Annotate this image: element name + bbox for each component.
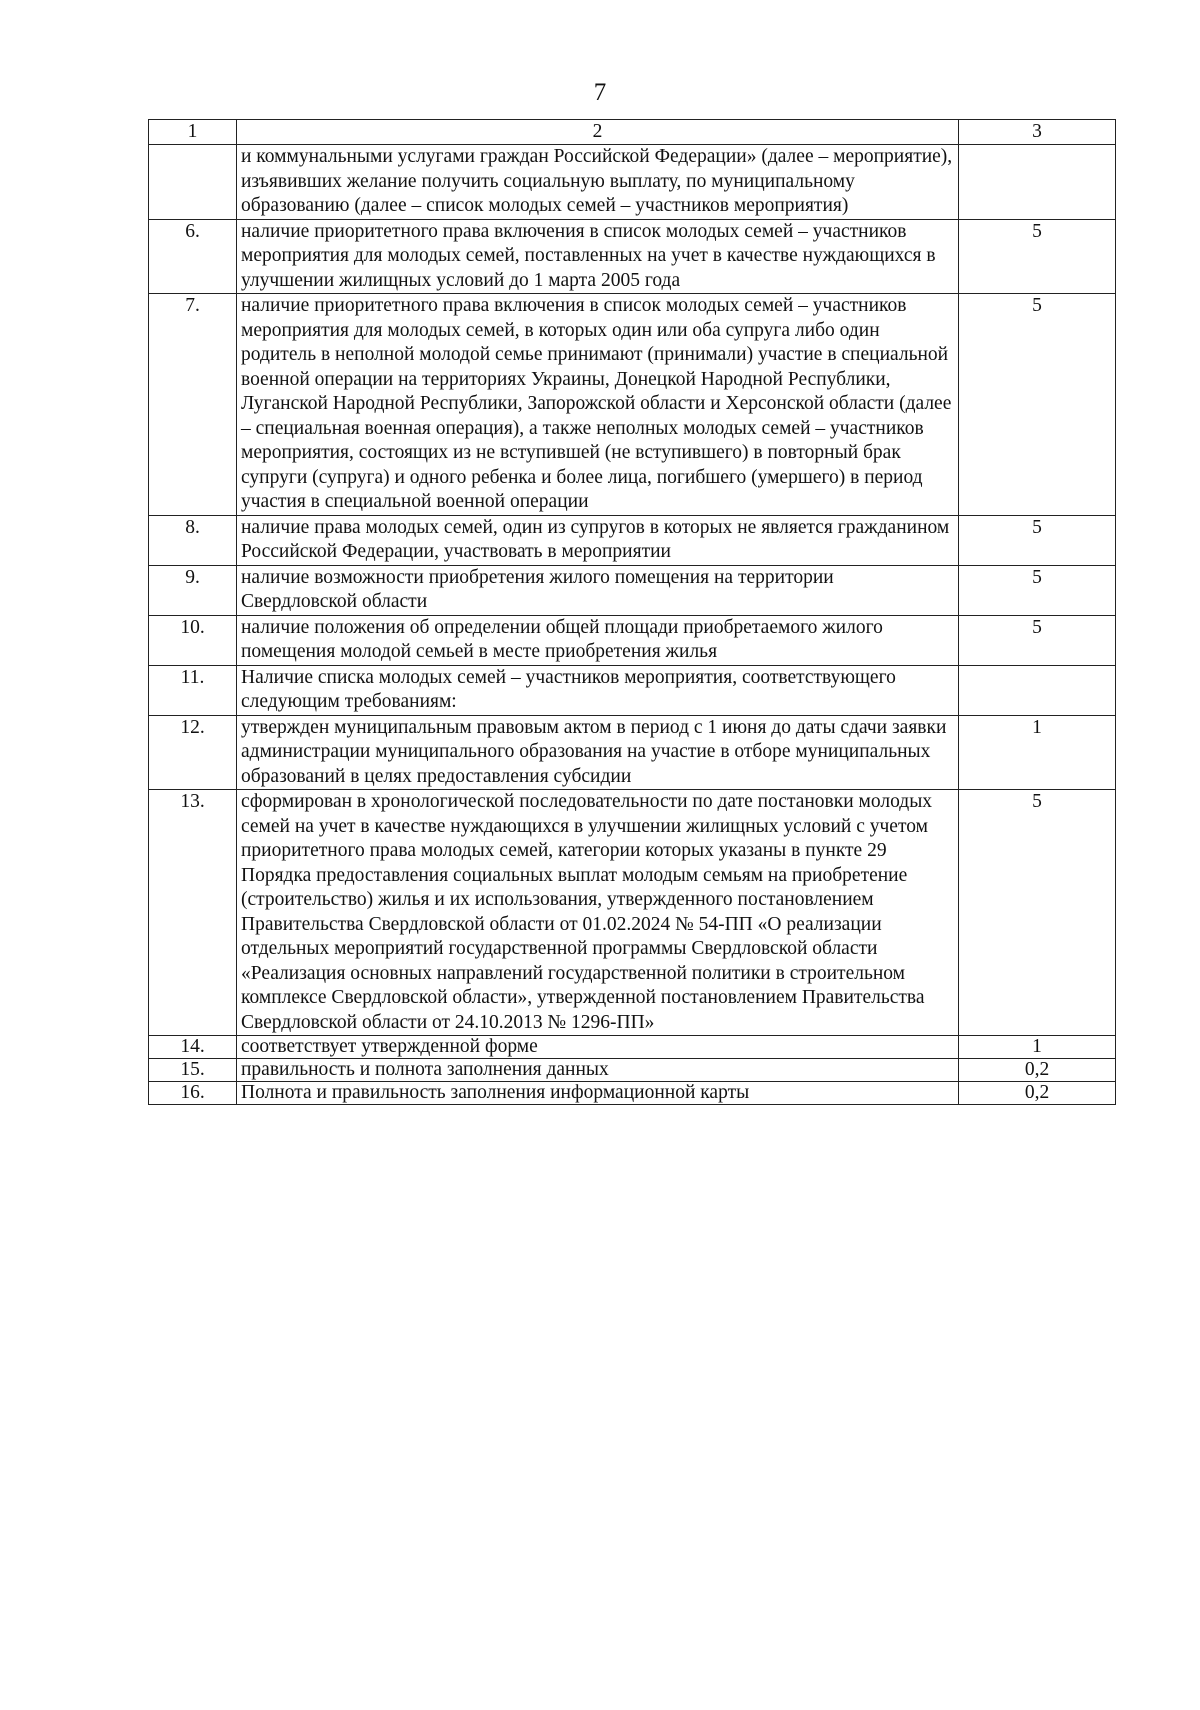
row-criterion: наличие права молодых семей, один из супругов в которых не является гражданином Российской Федерации, участвовать в мероприятии (237, 515, 959, 565)
table-row (149, 294, 1116, 516)
row-score: 0,2 (959, 1082, 1116, 1105)
row-number: 13. (149, 790, 237, 1036)
table-row (149, 715, 1116, 790)
row-criterion: соответствует утвержденной форме (237, 1036, 959, 1059)
table-row (149, 615, 1116, 665)
row-number: 7. (149, 294, 237, 516)
row-score: 5 (959, 515, 1116, 565)
row-criterion: утвержден муниципальным правовым актом в период с 1 июня до даты сдачи заявки администрации муниципального образования на участие в отборе муниципальных образований в целях предоставления субсидии (237, 715, 959, 790)
row-score: 1 (959, 1036, 1116, 1059)
row-number: 9. (149, 565, 237, 615)
row-score: 5 (959, 294, 1116, 516)
row-score (959, 665, 1116, 715)
table-row (149, 1082, 1116, 1105)
row-criterion: наличие приоритетного права включения в список молодых семей – участников мероприятия для молодых семей, поставленных на учет в качестве нуждающихся в улучшении жилищных условий до 1 марта 2005 года (237, 219, 959, 294)
row-number: 14. (149, 1036, 237, 1059)
table-header-row (149, 120, 1116, 145)
row-score: 0,2 (959, 1059, 1116, 1082)
row-number: 11. (149, 665, 237, 715)
row-criterion: Полнота и правильность заполнения информационной карты (237, 1082, 959, 1105)
row-criterion: Наличие списка молодых семей – участников мероприятия, соответствующего следующим требованиям: (237, 665, 959, 715)
table-row (149, 665, 1116, 715)
column-header-criterion: 2 (237, 120, 959, 145)
row-number: 8. (149, 515, 237, 565)
row-score: 5 (959, 219, 1116, 294)
row-number: 12. (149, 715, 237, 790)
table-row (149, 565, 1116, 615)
row-number: 15. (149, 1059, 237, 1082)
row-criterion: и коммунальными услугами граждан Российской Федерации» (далее – мероприятие), изъявивших желание получить социальную выплату, по муниципальному образованию (далее – список молодых семей – участников мероприятия) (237, 145, 959, 220)
row-number: 6. (149, 219, 237, 294)
table-row (149, 219, 1116, 294)
table-row (149, 515, 1116, 565)
page-number: 7 (593, 79, 607, 106)
row-criterion: наличие возможности приобретения жилого помещения на территории Свердловской области (237, 565, 959, 615)
row-criterion: наличие приоритетного права включения в список молодых семей – участников мероприятия для молодых семей, в которых один или оба супруга либо один родитель в неполной молодой семье принимают (принимали) участие в специальной военной операции на территориях Украины, Донецкой Народной Республики, Луганской Народной Республики, Запорожской области и Херсонской области (далее – специальная военная операция), а также неполных молодых семей – участников мероприятия, состоящих из не вступившей (не вступившего) в повторный брак супруги (супруга) и одного ребенка и более лица, погибшего (умершего) в период участия в специальной военной операции (237, 294, 959, 516)
row-score (959, 145, 1116, 220)
column-header-score: 3 (959, 120, 1116, 145)
row-score: 5 (959, 790, 1116, 1036)
row-score: 5 (959, 615, 1116, 665)
table-row (149, 1036, 1116, 1059)
row-criterion: сформирован в хронологической последовательности по дате постановки молодых семей на учет в качестве нуждающихся в улучшении жилищных условий с учетом приоритетного права молодых семей, категории которых указаны в пункте 29 Порядка предоставления социальных выплат молодым семьям на приобретение (строительство) жилья и их использования, утвержденного постановлением Правительства Свердловской области от 01.02.2024 № 54-ПП «О реализации отдельных мероприятий государственной программы Свердловской области «Реализация основных направлений государственной политики в строительном комплексе Свердловской области», утвержденной постановлением Правительства Свердловской области от 24.10.2013 № 1296-ПП» (237, 790, 959, 1036)
criteria-table (148, 119, 1116, 1105)
table-row (149, 1059, 1116, 1082)
row-score: 5 (959, 565, 1116, 615)
table-row (149, 145, 1116, 220)
row-criterion: правильность и полнота заполнения данных (237, 1059, 959, 1082)
column-header-number: 1 (149, 120, 237, 145)
row-number: 16. (149, 1082, 237, 1105)
row-criterion: наличие положения об определении общей площади приобретаемого жилого помещения молодой семьей в месте приобретения жилья (237, 615, 959, 665)
row-score: 1 (959, 715, 1116, 790)
row-number (149, 145, 237, 220)
row-number: 10. (149, 615, 237, 665)
table-row (149, 790, 1116, 1036)
